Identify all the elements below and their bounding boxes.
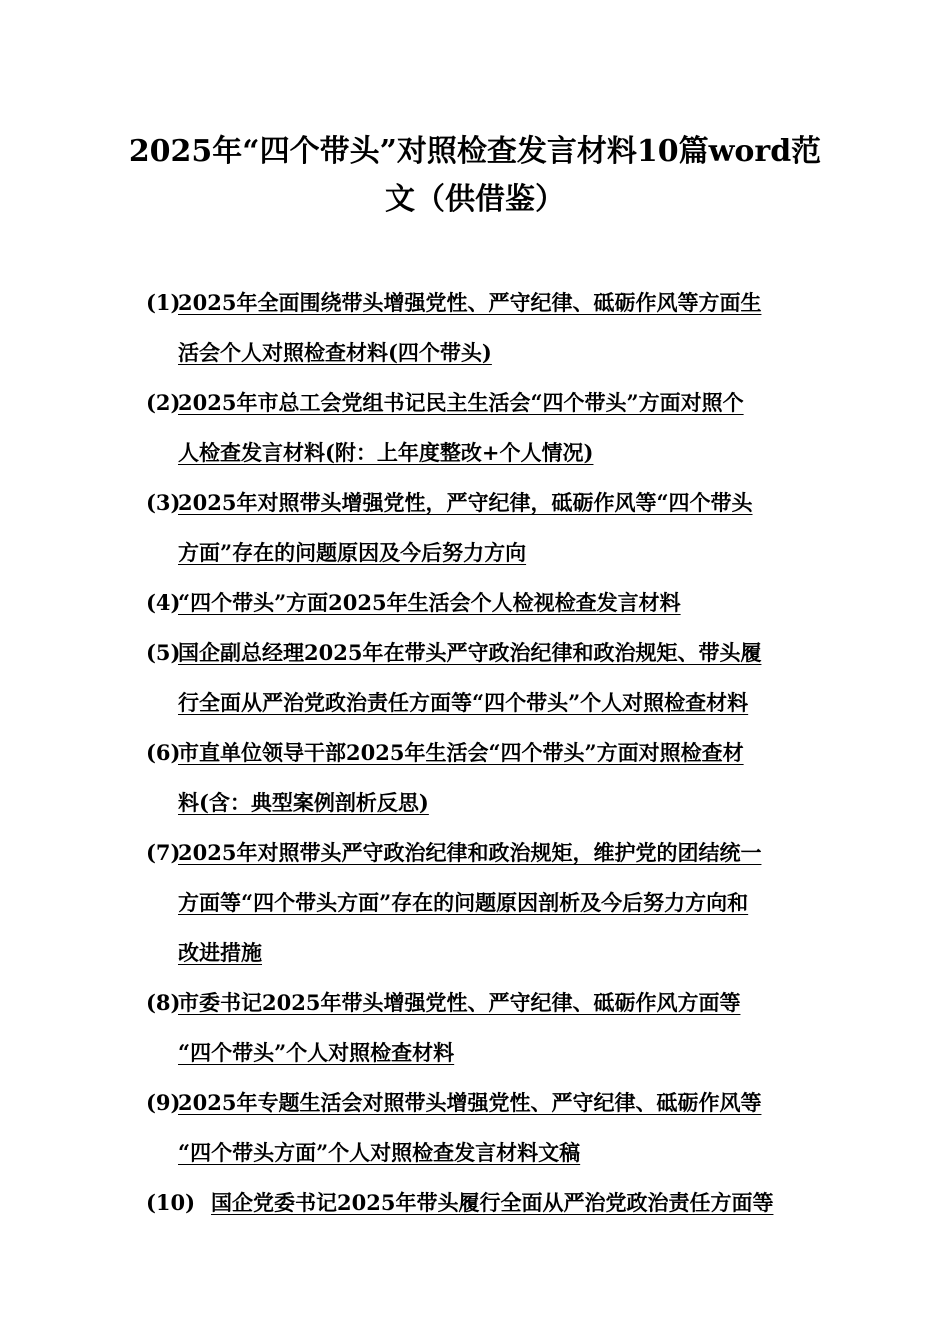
title-line-1: 2025年“四个带头”对照检查发言材料10篇word范 bbox=[128, 134, 822, 169]
toc-number: (3) bbox=[146, 490, 181, 515]
toc-number: (7) bbox=[146, 840, 181, 865]
toc-number: (6) bbox=[146, 740, 181, 765]
toc-link[interactable]: “四个带头”方面2025年生活会个人检视检查发言材料 bbox=[178, 590, 681, 615]
toc-link[interactable]: 2025年对照带头严守政治纪律和政治规矩，维护党的团结统一 方面等“四个带头方面”存在的问题原因剖析及今后努力方向和 改进措施 bbox=[178, 840, 762, 965]
table-of-contents bbox=[146, 278, 816, 1228]
toc-number: (9) bbox=[146, 1090, 181, 1115]
toc-item-2 bbox=[146, 378, 816, 478]
toc-item-1 bbox=[146, 278, 816, 378]
toc-link[interactable]: 2025年对照带头增强党性，严守纪律，砥砺作风等“四个带头 方面”存在的问题原因及今后努力方向 bbox=[178, 490, 753, 565]
document-title bbox=[120, 128, 830, 224]
toc-item-5 bbox=[146, 628, 816, 728]
toc-item-7 bbox=[146, 828, 816, 978]
toc-item-6 bbox=[146, 728, 816, 828]
toc-number: (10) bbox=[146, 1190, 196, 1215]
toc-item-4 bbox=[146, 578, 816, 628]
toc-link[interactable]: 国企副总经理2025年在带头严守政治纪律和政治规矩、带头履 行全面从严治党政治责任方面等“四个带头”个人对照检查材料 bbox=[178, 640, 762, 715]
toc-link[interactable]: 市委书记2025年带头增强党性、严守纪律、砥砺作风方面等 “四个带头”个人对照检查材料 bbox=[178, 990, 741, 1065]
toc-item-9 bbox=[146, 1078, 816, 1178]
toc-link[interactable]: 市直单位领导干部2025年生活会“四个带头”方面对照检查材 料(含：典型案例剖析反思) bbox=[178, 740, 744, 815]
toc-number: (1) bbox=[146, 290, 181, 315]
toc-link[interactable]: 2025年专题生活会对照带头增强党性、严守纪律、砥砺作风等 “四个带头方面”个人对照检查发言材料文稿 bbox=[178, 1090, 762, 1165]
toc-link[interactable]: 国企党委书记2025年带头履行全面从严治党政治责任方面等 bbox=[211, 1190, 774, 1215]
toc-item-3 bbox=[146, 478, 816, 578]
title-line-2: 文（供借鉴） bbox=[385, 182, 565, 217]
toc-number: (4) bbox=[146, 590, 181, 615]
toc-number: (2) bbox=[146, 390, 181, 415]
toc-item-8 bbox=[146, 978, 816, 1078]
toc-number: (8) bbox=[146, 990, 181, 1015]
toc-item-10 bbox=[146, 1178, 816, 1228]
toc-link[interactable]: 2025年市总工会党组书记民主生活会“四个带头”方面对照个 人检查发言材料(附：上年度整改+个人情况) bbox=[178, 390, 744, 465]
toc-link[interactable]: 2025年全面围绕带头增强党性、严守纪律、砥砺作风等方面生 活会个人对照检查材料(四个带头) bbox=[178, 290, 762, 365]
toc-number: (5) bbox=[146, 640, 181, 665]
